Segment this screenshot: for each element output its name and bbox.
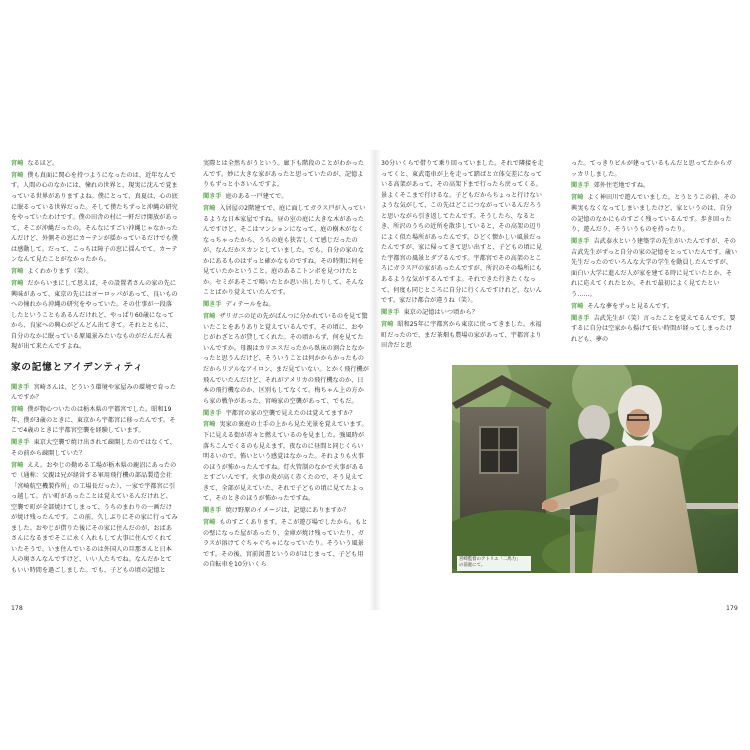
page-number-left: 178 bbox=[11, 605, 23, 612]
paragraph bbox=[203, 420, 369, 504]
paragraph bbox=[203, 159, 369, 191]
paragraph-text: 焼け野原のイメージは、記憶にありますか？ bbox=[225, 507, 350, 515]
speaker-label: 宮崎 bbox=[11, 461, 24, 469]
speaker-label: 聞き手 bbox=[11, 383, 30, 391]
paragraph bbox=[381, 159, 547, 307]
speaker-label: 宮崎 bbox=[203, 519, 216, 527]
paragraph-text: 郊外住宅地ですね。 bbox=[593, 182, 650, 190]
paragraph bbox=[11, 461, 178, 577]
paragraph bbox=[381, 308, 547, 319]
speaker-label: 聞き手 bbox=[381, 309, 400, 317]
paragraph bbox=[571, 193, 738, 235]
paragraph-text: 吉武泰水という建築学の先生がいたんですが、その吉武先生がずっと自分の家の記憶をとっていたんです。歳い先生だったのでいろんな大学の学生を動員したんですが、面白い大学に進んだ人が家を建てる時に見ていたとか、それに応えてくれたとか、それで最初によく見てたという……。 bbox=[571, 238, 738, 298]
speaker-label: 聞き手 bbox=[203, 409, 222, 417]
section-heading: 家の記憶とアイデンティティ bbox=[11, 362, 144, 374]
paragraph-text: だからいまにして思えば、その設置者さんの家の先に興味があって、東京の先にはヨーロッパがあって、良いものへの憧れから沖縄の研究をやっていた。その仕事が一段落したということもあるんだけれど、やっぱり60歳になってから、良家への興心がどんどん出てきて。それとともに、自分のなかに眠っている原風景みたいなものがだんだん表現が出て来たんですよね。 bbox=[11, 280, 178, 351]
speaker-label: 宮崎 bbox=[11, 171, 24, 179]
paragraph bbox=[381, 320, 547, 352]
page-number-right: 179 bbox=[726, 605, 738, 612]
speaker-label: 宮崎 bbox=[11, 280, 24, 288]
speaker-label: 宮崎 bbox=[11, 160, 24, 167]
photo-caption bbox=[457, 556, 531, 571]
paragraph bbox=[11, 438, 178, 459]
speaker-label: 宮崎 bbox=[11, 406, 24, 414]
caption-line: の前庭にて。 bbox=[459, 563, 486, 569]
paragraph-text: そんな夢をずっと見るんです。 bbox=[587, 302, 674, 310]
paragraph-text: 宇都宮の家の空襲で見えたのは覚えてますか？ bbox=[225, 409, 356, 417]
speaker-label: 宮崎 bbox=[203, 421, 216, 429]
paragraph-text: 庭のある一戸建てで。 bbox=[225, 193, 288, 201]
paragraph-text: 僕も真面に関心を持つようになったのは、近年なんです。人間の心のなかには、憧れの世界と、現実に沈んで覚まっている世界がありますよね。僕にとって、真夏は、心の底に眠るっている世界だった。そして僕たちずっと沖縄の研究をやっていたわけです。僕の田舎の村に一軒だけ開放があって、そこが沖縄だったの。そんなにすごい沖縄じゃなかったんだけど、外側その窓にカーテンが揺かっているだけでも僕は感動して。だって、こっちは障子の窓に揺んでて、カーテンなんて見たことがなかったから。 bbox=[11, 171, 178, 264]
paragraph-text: 吉武先生が（笑）言ったことを覚えてるんです。要するに自分は空家から揚げて長い時間が経ってしまったけれども、夢の bbox=[571, 314, 736, 343]
paragraph bbox=[203, 506, 369, 517]
paragraph bbox=[203, 300, 369, 311]
paragraph bbox=[571, 237, 738, 300]
garden-photo bbox=[452, 365, 738, 573]
paragraph-text: 実際とは全然ちがうという。廊下も階段のことがわかったんです。妙に大きな家があったと思っていたのが、記憶よりもずっと小さいんですよ。 bbox=[203, 160, 365, 189]
paragraph-text: 僕が物心ついたのは栃木県の宇都宮でした。昭和19年、僕が3歳のときに、東京から宇都宮に移ったんです。そこで4歳のときに宇都宮空襲を経験しています。 bbox=[11, 406, 176, 435]
paragraph bbox=[11, 383, 178, 404]
photo-illustration bbox=[452, 365, 738, 573]
paragraph bbox=[571, 314, 738, 346]
right-page-column-1 bbox=[381, 159, 547, 353]
paragraph bbox=[571, 159, 738, 180]
right-page-column-2 bbox=[571, 159, 738, 347]
speaker-label: 宮崎 bbox=[571, 302, 584, 310]
paragraph-text: 入居屋の2階建てで、庭に面してガラス戸が入っているような日本家屋ですね。昼の室の庭に大きな木があったんですけど、そこはマンションになって、庭の樹木がなくなっちゃったから、うちの庭も狭苦しくて感じだったのが、なんだかスカンとしていました。でも、自分の家のなかにあるものはずっと確かなものですね。その時期に何を見ていたかということ。庭のあるこトンボを見つけたとか。セミがあそこで鳴いたとか思い出したりして、そんなことばかり覚えていたんです。 bbox=[203, 204, 366, 297]
paragraph-text: 東京大空襲で焼け出されて疎開したのではなくて、その前から疎開していた？ bbox=[11, 439, 176, 457]
paragraph-text: 30分いくらで借りて乗り回っていました。それで隣接を走ってくと、東武電車が上を走って踏ばと立体交差になっている高架があって、その高架下まで行ったら戻ってくる。景よくそこまで行けるな。子どもだからちょっと行けないような気がして、この先はどこにつながっているんだろうと思いながら引き返してたんです。そうしたら、なるとき、所沢のうちの近所を散歩していると、その高架の辺りによく似た場所があったんです。ひどく懐かしい風景だったんですが、家に帰ってきて思い出すと、子どもの頃に見た宇都宮の風景とダブるんです。宇都宮でその高架のところにガラス戸の家があったんですが、所沢のその場所にもあるような気がするんですよ。それできた行きたくなって、何度も同じところに自分に行くんですけれど、ないんです。家だけ都合が違うね（笑）。 bbox=[381, 160, 544, 305]
paragraph bbox=[11, 405, 178, 437]
speaker-label: 聞き手 bbox=[11, 439, 30, 447]
paragraph-text: ものすごくあります。そこが遊び場でしたから。もとの壁になった屋があったり、金庫が焼け残っていたり、ガラスが溶けてぐちゃぐちゃになっていたり。そういう風景です。その後、宮前図書というのがはじまって、子ども用の自転車を10分いくら bbox=[203, 519, 368, 569]
speaker-label: 聞き手 bbox=[571, 182, 590, 190]
paragraph-text: 実家の裏庭の土手の上から見た光景を覚えています。下に見える街が赤々と燃えているのを見ました。強風時が落ちこんでくるのも見えます。夜なのに昼間と同じくらい明るいので、怖いという感覚はなかった。それよりも火事のほうが怖かったんですね。灯火管制のなかで火事があるとすごいんです。火事の炎が高く赤くたので、そう見えてきて、全部が見えていた、それで子どもの頃に見てたよって、そのときのほうが怖かったですね。 bbox=[203, 421, 368, 503]
speaker-label: 宮崎 bbox=[11, 268, 24, 276]
paragraph bbox=[571, 302, 738, 313]
left-page-column-1 bbox=[11, 159, 178, 578]
paragraph bbox=[203, 312, 369, 407]
paragraph-text: 昭和25年に宇都宮から東京に戻ってきました。永福町だったので、まだ茶畑も農場の家があって、宇都宮より田舎だと思 bbox=[381, 320, 542, 350]
speaker-label: 聞き手 bbox=[571, 314, 590, 322]
paragraph-text: った。てっきりビルが建っているもんだと思ってたからガッカリしました。 bbox=[571, 160, 733, 178]
paragraph bbox=[11, 159, 178, 170]
page-gutter bbox=[369, 150, 381, 610]
speaker-label: 宮崎 bbox=[203, 313, 216, 321]
speaker-label: 宮崎 bbox=[571, 194, 584, 202]
paragraph-text: なるほど。 bbox=[27, 160, 59, 167]
left-page-column-2 bbox=[203, 159, 369, 572]
speaker-label: 宮崎 bbox=[381, 320, 394, 328]
paragraph bbox=[203, 204, 369, 299]
paragraph bbox=[203, 409, 369, 420]
paragraph bbox=[11, 171, 178, 266]
paragraph-text: 宮崎さんは、どういう環境や家屋みの環境で育ったんですか？ bbox=[11, 383, 177, 402]
speaker-label: 宮崎 bbox=[203, 204, 216, 212]
speaker-label: 聞き手 bbox=[571, 238, 590, 245]
paragraph-text: よくわかります（笑）。 bbox=[27, 268, 93, 276]
paragraph bbox=[11, 267, 178, 278]
paragraph bbox=[203, 518, 369, 571]
paragraph-text: ザリガニの足の先がぱんつに分かれているのを見て驚いたことをありありと覚えているんです。その頃に、おやじがわざとろが貸してくれた。その頃からず、何を見てたいんですか。母親はカリエスだったから臥床の割合となかったと思うんだけど、そういうことは何かからかったものだからリアルなアイロン、まだ見ていない。とかく飛行機が飛んでいたんだけど、それがアメリカの飛行機なのか、日本の飛行機なのか、区別もしてなくて。梅ちゃん上の方から家の戦争があった、宮崎家の空襲があって、でもだ。 bbox=[203, 313, 369, 405]
speaker-label: 聞き手 bbox=[203, 507, 222, 515]
paragraph bbox=[11, 279, 178, 353]
speaker-label: 聞き手 bbox=[203, 193, 222, 201]
paragraph-text: よく神田川で遊んでいました。とうとうこの前、その興実もなくなってしまいましたけど、家というのは、自分の記憶のなかにものすごく残っているんです。歩き回ったり、遊んだり、そういうものを持ったり。 bbox=[571, 194, 737, 234]
paragraph-text: ディテールをね。 bbox=[225, 301, 275, 309]
paragraph bbox=[203, 192, 369, 203]
paragraph bbox=[571, 181, 738, 192]
speaker-label: 聞き手 bbox=[203, 301, 222, 309]
paragraph-text: 東京の記憶はいつ頃から？ bbox=[403, 309, 478, 317]
paragraph-text: ええ。おやじの勤める工場が栃木県の鹿沼にあったので（通称：父親は兄が経営する軍用飛行機の部品製造会社「宮崎航空機製作所」の工場長だった）、一家で宇都宮に引っ越して。古い町があったことは覚えているんだけれど、空襲で町が全部焼けてしまって、うちのまわりの一画だけが焼け残ったんです。この前、久しぶりにその家に行ってみました。おやじが借りた後にその家に住んだのが、おばあさんになるまでそこに永く入れもして大事に住んでくれていたそうで、いま住んでいるのは外国人の旦那さんと日本人の奥さんなんですけど、いい人たちでね。なんだかとてもいい時間を過ごしました。でも、子どもの頃の記憶と bbox=[11, 461, 178, 575]
caption-line: 宮崎監督のアトリエ「二馬力」 bbox=[459, 557, 521, 562]
